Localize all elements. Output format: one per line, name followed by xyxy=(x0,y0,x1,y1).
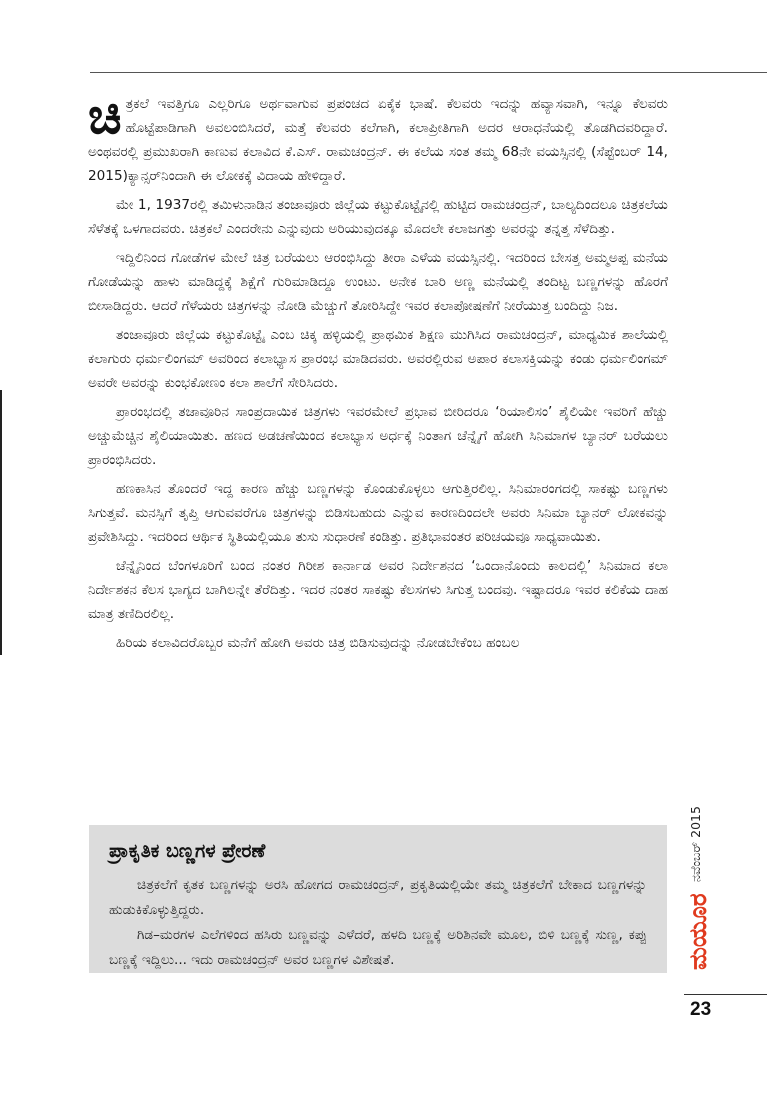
box-paragraph: ಗಿಡ–ಮರಗಳ ಎಲೆಗಳಿಂದ ಹಸಿರು ಬಣ್ಣವನ್ನು ಎಳೆದರೆ, ಹಳದಿ ಬಣ್ಣಕ್ಕೆ ಅರಿಶಿನವೇ ಮೂಲ, ಬಿಳಿ ಬಣ್ಣಕ್ಕೆ ಸುಣ್ಣ, ಕಪ್ಪು ಬಣ್ಣಕ್ಕೆ ಇದ್ದಿಲು... ಇದು ರಾಮಚಂದ್ರನ್ ಅವರ ಬಣ್ಣಗಳ ವಿಶೇಷತೆ. xyxy=(109,927,647,968)
box-title: ಪ್ರಾಕೃತಿಕ ಬಣ್ಣಗಳ ಪ್ರೇರಣೆ xyxy=(109,840,266,862)
article-paragraph: ಪ್ರಾರಂಭದಲ್ಲಿ ತಜಾವೂರಿನ ಸಾಂಪ್ರದಾಯಿಕ ಚಿತ್ರಗಳು ಇವರಮೇಲೆ ಪ್ರಭಾವ ಬೀರಿದರೂ ‘ರಿಯಾಲಿಸಂ’ ಶೈಲಿಯೇ ಇವರಿಗೆ ಹೆಚ್ಚು ಅಚ್ಚುಮೆಚ್ಚಿನ ಶೈಲಿಯಾಯಿತು. ಹಣದ ಅಡಚಣೆಯಿಂದ ಕಲಾಭ್ಯಾಸ ಅರ್ಧಕ್ಕೆ ನಿಂತಾಗ ಚೆನ್ನೈಗೆ ಹೋಗಿ ಸಿನಿಮಾಗಳ ಬ್ಯಾನರ್ ಬರೆಯಲು ಪ್ರಾರಂಭಿಸಿದರು. xyxy=(88,404,668,468)
footer-rule xyxy=(684,994,767,995)
article-paragraph: ಹಿರಿಯ ಕಲಾವಿದರೊಬ್ಬರ ಮನೆಗೆ ಹೋಗಿ ಅವರು ಚಿತ್ರ ಬಿಡಿಸುವುದನ್ನು ನೋಡಬೇಕೆಂಬ ಹಂಬಲ xyxy=(116,635,520,651)
sidebar-box xyxy=(89,825,667,973)
article-paragraph: ಹಣಕಾಸಿನ ತೊಂದರೆ ಇದ್ದ ಕಾರಣ ಹೆಚ್ಚು ಬಣ್ಣಗಳನ್ನು ಕೊಂಡುಕೊಳ್ಳಲು ಆಗುತ್ತಿರಲಿಲ್ಲ. ಸಿನಿಮಾರಂಗದಲ್ಲಿ ಸಾಕಷ್ಟು ಬಣ್ಣಗಳು ಸಿಗುತ್ತವೆ. ಮನಸ್ಸಿಗೆ ತೃಪ್ತಿ ಆಗುವವರೆಗೂ ಚಿತ್ರಗಳನ್ನು ಬಿಡಿಸಬಹುದು ಎನ್ನುವ ಕಾರಣದಿಂದಲೇ ಅವರು ಸಿನಿಮಾ ಬ್ಯಾನರ್ ಲೋಕವನ್ನು ಪ್ರವೇಶಿಸಿದ್ದು. ಇದರಿಂದ ಆರ್ಥಿಕ ಸ್ಥಿತಿಯಲ್ಲಿಯೂ ತುಸು ಸುಧಾರಣೆ ಕಂಡಿತ್ತು. ಪ್ರತಿಭಾವಂತರ ಪರಿಚಯವೂ ಸಾಧ್ಯವಾಯಿತು. xyxy=(88,481,668,545)
magazine-side-strip xyxy=(680,792,728,974)
article-paragraph: ತಂಜಾವೂರು ಜಿಲ್ಲೆಯ ಕಟ್ಟುಕೊಟ್ಟೈ ಎಂಬ ಚಿಕ್ಕ ಹಳ್ಳಿಯಲ್ಲಿ ಪ್ರಾಥಮಿಕ ಶಿಕ್ಷಣ ಮುಗಿಸಿದ ರಾಮಚಂದ್ರನ್, ಮಾಧ್ಯಮಿಕ ಶಾಲೆಯಲ್ಲಿ ಕಲಾಗುರು ಧರ್ಮಲಿಂಗಮ್ ಅವರಿಂದ ಕಲಾಭ್ಯಾಸ ಪ್ರಾರಂಭ ಮಾಡಿದವರು. ಅವರಲ್ಲಿರುವ ಅಪಾರ ಕಲಾಸಕ್ತಿಯನ್ನು ಕಂಡು ಧರ್ಮಲಿಂಗಮ್ ಅವರೇ ಅವರನ್ನು ಕುಂಭಕೋಣಂ ಕಲಾ ಶಾಲೆಗೆ ಸೇರಿಸಿದರು. xyxy=(88,327,668,391)
magazine-logo: ಮಯೂರ xyxy=(683,893,712,970)
drop-cap: ಚಿ xyxy=(88,87,122,145)
box-paragraph: ಚಿತ್ರಕಲೆಗೆ ಕೃತಕ ಬಣ್ಣಗಳನ್ನು ಅರಸಿ ಹೋಗದ ರಾಮಚಂದ್ರನ್, ಪ್ರಕೃತಿಯಲ್ಲಿಯೇ ತಮ್ಮ ಚಿತ್ರಕಲೆಗೆ ಬೇಕಾದ ಬಣ್ಣಗಳನ್ನು ಹುಡುಕಿಕೊಳ್ಳುತ್ತಿದ್ದರು. xyxy=(109,877,647,918)
left-margin-bar xyxy=(0,390,2,655)
top-rule xyxy=(90,72,767,73)
page-number: 23 xyxy=(690,999,712,1020)
article-body xyxy=(88,87,668,660)
article-paragraph: ಮೇ 1, 1937ರಲ್ಲಿ ತಮಿಳುನಾಡಿನ ತಂಜಾವೂರು ಜಿಲ್ಲೆಯ ಕಟ್ಟುಕೊಟ್ಟೈನಲ್ಲಿ ಹುಟ್ಟಿದ ರಾಮಚಂದ್ರನ್, ಬಾಲ್ಯದಿಂದಲೂ ಚಿತ್ರಕಲೆಯ ಸೆಳೆತಕ್ಕೆ ಒಳಗಾದವರು. ಚಿತ್ರಕಲೆ ಎಂದರೇನು ಎನ್ನುವುದು ಅರಿಯುವುದಕ್ಕೂ ಮೊದಲೇ ಕಲಾಜಗತ್ತು ಅವರನ್ನು ತನ್ನತ್ತ ಸೆಳೆದಿತ್ತು. xyxy=(88,197,668,237)
issue-date: ನವೆಂಬರ್ 2015 xyxy=(688,806,703,882)
article-paragraph: ಚಿತ್ರಕಲೆ ಇವತ್ತಿಗೂ ಎಲ್ಲರಿಗೂ ಅರ್ಥವಾಗುವ ಪ್ರಪಂಚದ ಏಕೈಕ ಭಾಷೆ. ಕೆಲವರು ಇದನ್ನು ಹವ್ಯಾಸವಾಗಿ, ಇನ್ನೂ ಕೆಲವರು ಹೊಟ್ಟೆಪಾಡಿಗಾಗಿ ಅವಲಂಬಿಸಿದರೆ, ಮತ್ತೆ ಕೆಲವರು ಕಲೆಗಾಗಿ, ಕಲಾಪ್ರೀತಿಗಾಗಿ ಅದರ ಆರಾಧನೆಯಲ್ಲಿ ತೊಡಗಿದವರಿದ್ದಾರೆ. ಅಂಥವರಲ್ಲಿ ಪ್ರಮುಖರಾಗಿ ಕಾಣುವ ಕಲಾವಿದ ಕೆ.ಎಸ್. ರಾಮಚಂದ್ರನ್. ಈ ಕಲೆಯ ಸಂತ ತಮ್ಮ 68ನೇ ವಯಸ್ಸಿನಲ್ಲಿ (ಸೆಪ್ಟೆಂಬರ್ 14, 2015)ಕ್ಯಾನ್ಸರ್‌ನಿಂದಾಗಿ ಈ ಲೋಕಕ್ಕೆ ವಿದಾಯ ಹೇಳಿದ್ದಾರೆ. xyxy=(88,87,668,184)
article-paragraph: ಇದ್ದಿಲಿನಿಂದ ಗೋಡೆಗಳ ಮೇಲೆ ಚಿತ್ರ ಬರೆಯಲು ಆರಂಭಿಸಿದ್ದು ತೀರಾ ಎಳೆಯ ವಯಸ್ಸಿನಲ್ಲಿ. ಇದರಿಂದ ಬೇಸತ್ತ ಅಮ್ಮಅಪ್ಪ ಮನೆಯ ಗೋಡೆಯನ್ನು ಹಾಳು ಮಾಡಿದ್ದಕ್ಕೆ ಶಿಕ್ಷೆಗೆ ಗುರಿಮಾಡಿದ್ದೂ ಉಂಟು. ಅನೇಕ ಬಾರಿ ಅಣ್ಣ ಮನೆಯಲ್ಲಿ ತಂದಿಟ್ಟ ಬಣ್ಣಗಳನ್ನು ಹೊರಗೆ ಬೀಸಾಡಿದ್ದರು. ಆದರೆ ಗೆಳೆಯರು ಚಿತ್ರಗಳನ್ನು ನೋಡಿ ಮೆಚ್ಚುಗೆ ತೋರಿಸಿದ್ದೇ ಇವರ ಕಲಾಪೋಷಣೆಗೆ ನೀರೆಯುತ್ತ ಬಂದಿದ್ದು ನಿಜ. xyxy=(88,250,668,314)
article-paragraph: ಚೆನ್ನೈನಿಂದ ಬೆಂಗಳೂರಿಗೆ ಬಂದ ನಂತರ ಗಿರೀಶ ಕಾರ್ನಾಡ ಅವರ ನಿರ್ದೇಶನದ ‘ಒಂದಾನೊಂದು ಕಾಲದಲ್ಲಿ’ ಸಿನಿಮಾದ ಕಲಾ ನಿರ್ದೇಶಕನ ಕೆಲಸ ಭಾಗ್ಯದ ಬಾಗಿಲನ್ನೇ ತೆರೆದಿತ್ತು. ಇದರ ನಂತರ ಸಾಕಷ್ಟು ಕೆಲಸಗಳು ಸಿಗುತ್ತ ಬಂದವು. ಇಷ್ಟಾದರೂ ಇವರ ಕಲಿಕೆಯ ದಾಹ ಮಾತ್ರ ತಣಿದಿರಲಿಲ್ಲ. xyxy=(88,558,668,622)
